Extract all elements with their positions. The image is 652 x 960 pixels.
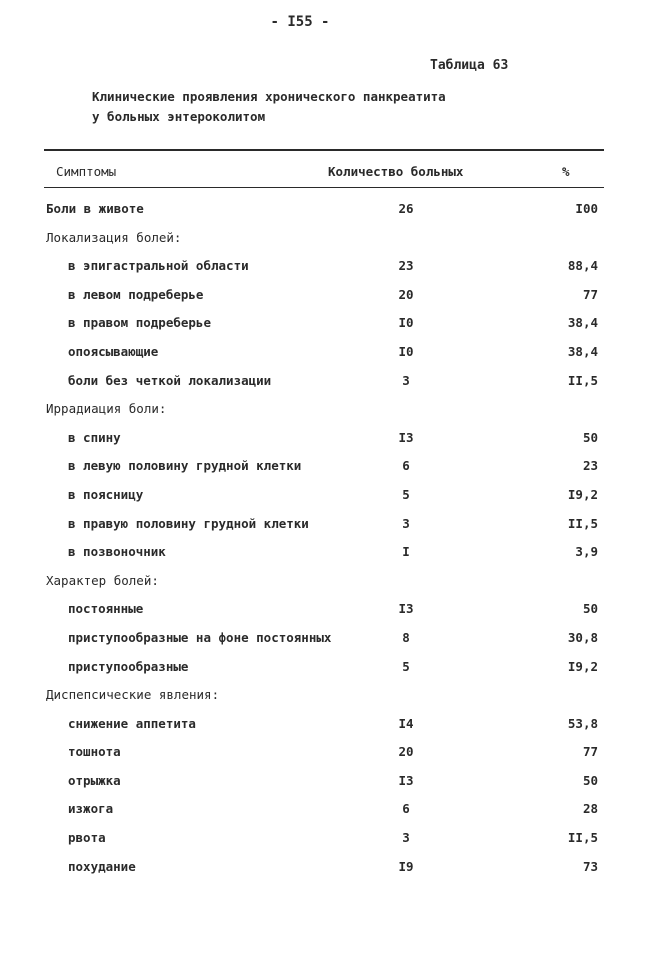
patient-count-cell: 6 xyxy=(402,801,410,817)
symptom-cell: в спину xyxy=(68,429,121,445)
percent-cell: 77 xyxy=(582,744,598,760)
table-row xyxy=(0,540,652,569)
table-title-line-2: у больных энтероколитом xyxy=(92,109,266,124)
symptom-cell: опоясывающие xyxy=(68,343,159,359)
percent-cell: 50 xyxy=(582,601,598,617)
percent-cell: 73 xyxy=(582,858,598,874)
table-row xyxy=(0,597,652,626)
table-row xyxy=(0,283,652,312)
patient-count-cell: I4 xyxy=(398,715,414,731)
table-row xyxy=(0,197,652,226)
percent-cell: II,5 xyxy=(567,830,598,846)
header-percent: % xyxy=(562,164,570,179)
table-top-rule xyxy=(44,149,604,151)
percent-cell: 50 xyxy=(582,772,598,788)
table-row xyxy=(0,340,652,369)
symptom-cell: в позвоночник xyxy=(68,544,166,560)
table-row xyxy=(0,655,652,684)
symptom-cell: изжога xyxy=(68,801,114,817)
table-label: Таблица 63 xyxy=(430,58,509,73)
symptom-cell: Характер болей: xyxy=(46,572,159,588)
symptom-cell: тошнота xyxy=(68,744,121,760)
patient-count-cell: I3 xyxy=(398,601,414,617)
table-row xyxy=(0,626,652,655)
symptom-cell: постоянные xyxy=(68,601,144,617)
symptom-cell: похудание xyxy=(68,858,136,874)
percent-cell: 38,4 xyxy=(567,315,598,331)
header-symptoms: Симптомы xyxy=(56,164,117,179)
table-row xyxy=(0,512,652,541)
table-row xyxy=(0,855,652,884)
patient-count-cell: I3 xyxy=(398,429,414,445)
table-group-row xyxy=(0,397,652,426)
table-title xyxy=(92,87,552,127)
symptom-cell: Локализация болей: xyxy=(46,229,182,245)
percent-cell: II,5 xyxy=(567,372,598,388)
patient-count-cell: 3 xyxy=(402,830,410,846)
header-patient-count: Количество больных xyxy=(328,164,464,179)
table-row xyxy=(0,769,652,798)
symptom-cell: боли без четкой локализации xyxy=(68,372,272,388)
percent-cell: 38,4 xyxy=(567,343,598,359)
patient-count-cell: 20 xyxy=(398,744,414,760)
percent-cell: 3,9 xyxy=(575,544,598,560)
symptom-cell: снижение аппетита xyxy=(68,715,196,731)
symptom-cell: Диспепсические явления: xyxy=(46,687,220,703)
symptom-cell: Иррадиация боли: xyxy=(46,401,167,417)
patient-count-cell: 5 xyxy=(402,658,410,674)
percent-cell: 77 xyxy=(582,286,598,302)
table-group-row xyxy=(0,683,652,712)
percent-cell: 28 xyxy=(582,801,598,817)
symptom-cell: в правом подреберье xyxy=(68,315,211,331)
percent-cell: 23 xyxy=(582,458,598,474)
symptom-cell: в левом подреберье xyxy=(68,286,204,302)
table-row xyxy=(0,254,652,283)
symptom-cell: в поясницу xyxy=(68,486,144,502)
table-header-rule xyxy=(44,187,604,188)
patient-count-cell: I9 xyxy=(398,858,414,874)
table-group-row xyxy=(0,569,652,598)
patient-count-cell: 23 xyxy=(398,258,414,274)
percent-cell: I9,2 xyxy=(567,658,598,674)
table-body xyxy=(0,197,652,883)
percent-cell: 53,8 xyxy=(567,715,598,731)
patient-count-cell: 3 xyxy=(402,515,410,531)
symptom-cell: приступообразные xyxy=(68,658,189,674)
percent-cell: 88,4 xyxy=(567,258,598,274)
table-row xyxy=(0,454,652,483)
symptom-cell: Боли в животе xyxy=(46,201,144,216)
table-row xyxy=(0,369,652,398)
symptom-cell: рвота xyxy=(68,830,106,846)
patient-count-cell: 3 xyxy=(402,372,410,388)
symptom-cell: в правую половину грудной клетки xyxy=(68,515,309,531)
patient-count-cell: 20 xyxy=(398,286,414,302)
symptom-cell: отрыжка xyxy=(68,772,121,788)
table-row xyxy=(0,740,652,769)
percent-cell: II,5 xyxy=(567,515,598,531)
patient-count-cell: I3 xyxy=(398,772,414,788)
table-row xyxy=(0,426,652,455)
percent-cell: 30,8 xyxy=(567,629,598,645)
table-row xyxy=(0,826,652,855)
patient-count-cell: 8 xyxy=(402,629,410,645)
table-group-row xyxy=(0,226,652,255)
patient-count-cell: 26 xyxy=(398,201,414,216)
table-row xyxy=(0,712,652,741)
percent-cell: 50 xyxy=(582,429,598,445)
patient-count-cell: I0 xyxy=(398,343,414,359)
percent-cell: I00 xyxy=(575,201,598,216)
patient-count-cell: 6 xyxy=(402,458,410,474)
table-row xyxy=(0,797,652,826)
patient-count-cell: 5 xyxy=(402,486,410,502)
symptom-cell: приступообразные на фоне постоянных xyxy=(68,629,332,645)
table-row xyxy=(0,483,652,512)
symptom-cell: в левую половину грудной клетки xyxy=(68,458,302,474)
symptom-cell: в эпигастральной области xyxy=(68,258,249,274)
patient-count-cell: I xyxy=(402,544,410,560)
table-title-line-1: Клинические проявления хронического панкреатита xyxy=(92,89,446,104)
page-number: - I55 - xyxy=(270,14,330,30)
percent-cell: I9,2 xyxy=(567,486,598,502)
patient-count-cell: I0 xyxy=(398,315,414,331)
table-row xyxy=(0,311,652,340)
